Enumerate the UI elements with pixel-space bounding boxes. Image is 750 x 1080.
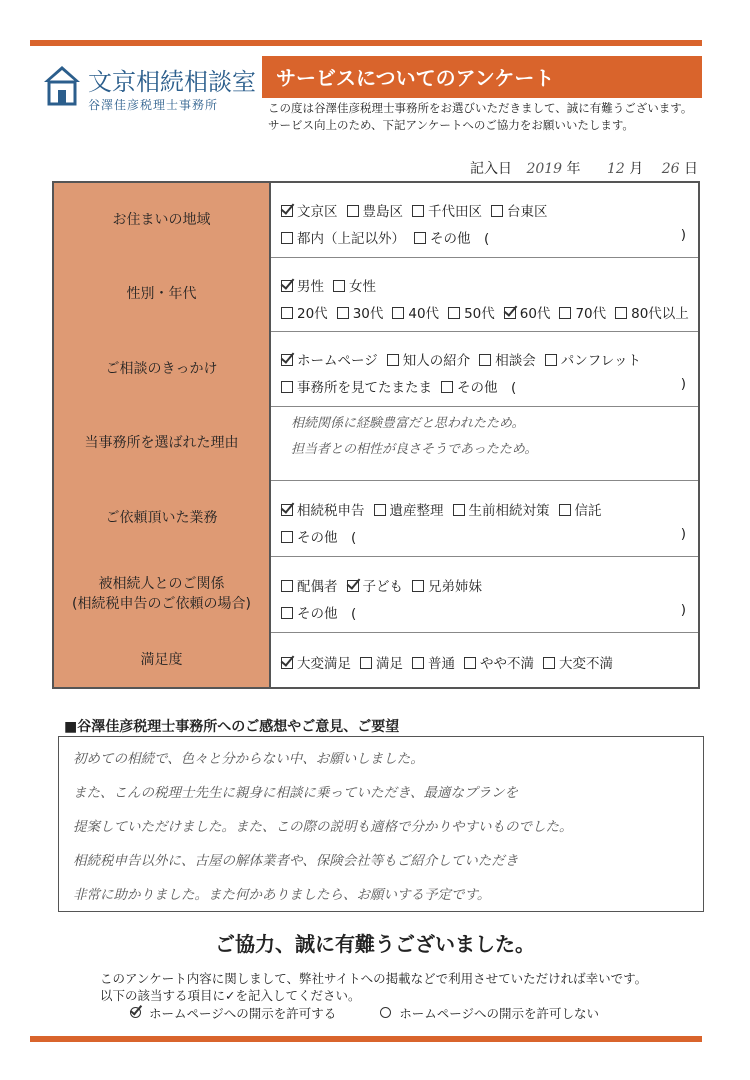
checkbox-icon[interactable] [281,307,293,319]
checkbox-option[interactable] [281,275,324,295]
checkbox-icon[interactable] [464,657,476,669]
checkbox-icon[interactable] [559,504,571,516]
intro-line: この度は谷澤佳彦税理士事務所をお選びいただきまして、誠に有難うございます。 [268,101,693,115]
option-label: 兄弟姉妹 [428,579,482,595]
checkbox-option[interactable] [281,499,365,519]
checkbox-option[interactable] [333,275,376,295]
option-label: 男性 [297,279,324,295]
option-label: 80代以上 [631,306,689,322]
option-label: 大変不満 [559,656,613,672]
logo-office-name: 谷澤佳彦税理士事務所 [88,98,219,112]
checkbox-icon[interactable] [281,580,293,592]
checkbox-option[interactable] [337,302,384,322]
checkbox-icon[interactable] [281,381,293,393]
checkbox-option[interactable] [504,302,551,322]
checkbox-option[interactable] [374,499,444,519]
close-paren: ) [680,227,686,243]
option-line [281,349,650,369]
checkbox-option[interactable] [387,349,471,369]
option-label: 信託 [574,503,602,519]
comments-heading: ■谷澤佳彦税理士事務所へのご感想やご意見、ご要望 [64,719,400,735]
row-label-line: 被相続人とのご関係 [98,576,225,592]
row-relation [54,556,698,633]
checkbox-icon[interactable] [374,504,386,516]
option-label: 台東区 [507,204,548,220]
checkbox-option[interactable] [559,302,606,322]
checkbox-option[interactable] [412,575,482,595]
title-banner [262,56,702,98]
consent-options [130,1004,599,1022]
checkbox-icon[interactable] [360,657,372,669]
row-label: 性別・年代 [54,257,271,331]
option-line [281,200,557,220]
checkbox-option[interactable] [281,200,338,220]
checkbox-icon[interactable] [414,232,426,244]
reason-answer [281,406,698,480]
checked-checkbox-icon[interactable] [281,205,293,217]
checkbox-icon[interactable] [479,354,491,366]
option-line [281,526,365,546]
option-label: 文京区 [297,204,338,220]
option-label: 大変満足 [297,656,351,672]
checkbox-option[interactable] [281,652,351,672]
checkbox-option[interactable] [479,349,536,369]
checkbox-option[interactable] [412,200,482,220]
logo-name: 文京相続相談室 [88,68,256,96]
consent-line: 以下の該当する項目に✓を記入してください。 [100,988,361,1003]
checkbox-icon[interactable] [453,504,465,516]
option-label: ホームページ [297,353,378,369]
row-gender-age [54,257,698,332]
row-label [54,556,271,632]
option-line [281,227,498,247]
checkbox-icon[interactable] [337,307,349,319]
checkbox-icon[interactable] [412,657,424,669]
option-label: やや不満 [480,656,534,672]
checkbox-option[interactable] [281,376,432,396]
service-options [281,480,698,556]
comments-box[interactable] [58,736,704,912]
option-label: 20代 [297,306,328,322]
checkbox-icon[interactable] [281,232,293,244]
survey-table [52,181,700,689]
checkbox-icon[interactable] [392,307,404,319]
option-label: 60代 [519,306,551,322]
checkbox-option[interactable] [491,200,548,220]
row-label: 当事務所を選ばれた理由 [54,406,271,480]
checkbox-option[interactable] [559,499,602,519]
checkbox-option[interactable] [615,302,689,322]
checked-checkbox-icon[interactable] [347,580,359,592]
option-label: その他 ( [457,380,517,396]
option-label: 女性 [349,279,376,295]
checkbox-option[interactable] [281,602,356,622]
checkbox-option[interactable] [392,302,439,322]
option-label: 遺産整理 [389,503,444,519]
option-label: 70代 [575,306,607,322]
option-label: 満足 [376,656,403,672]
reason-answer-line[interactable]: 担当者との相性が良さそうであったため。 [291,442,538,457]
option-line [281,575,491,595]
checkbox-option[interactable] [347,200,404,220]
option-label: 子ども [362,579,403,595]
checkbox-icon[interactable] [333,280,345,292]
consent-line: このアンケート内容に関しまして、弊社サイトへの掲載などで利用させていただければ幸いです。 [100,971,648,986]
intro-line: サービス向上のため、下記アンケートへのご協力をお願いいたします。 [268,118,634,132]
option-label: 相談会 [495,353,536,369]
trigger-options [281,331,698,406]
checkbox-option[interactable] [414,227,489,247]
intro-text [268,100,692,134]
checkbox-option[interactable] [281,526,356,546]
option-line [281,376,525,396]
bottom-accent-bar [30,1036,702,1042]
comment-line: 相続税申告以外に、古屋の解体業者や、保険会社等もご紹介していただき [73,853,519,869]
checked-checkbox-icon[interactable] [281,504,293,516]
option-line [281,302,698,322]
entry-date [470,158,698,178]
checkbox-option[interactable] [281,227,405,247]
row-label: ご相談のきっかけ [54,331,271,406]
comment-line: 初めての相続で、色々と分からない中、お願いしました。 [73,751,424,767]
comment-line: 非常に助かりました。また何かありましたら、お願いする予定です。 [73,887,491,903]
date-year[interactable]: 2019 [526,161,563,177]
option-label: 都内（上記以外） [297,231,405,247]
checkbox-icon[interactable] [543,657,555,669]
area-options [281,183,698,257]
deny-radio[interactable] [380,1007,391,1018]
option-label: 千代田区 [428,204,482,220]
checkbox-option[interactable] [281,302,328,322]
checkbox-icon[interactable] [448,307,460,319]
option-label: 知人の紹介 [402,353,471,369]
option-label: 事務所を見てたまたま [297,380,432,396]
option-label: 30代 [352,306,384,322]
checked-checkbox-icon[interactable] [281,280,293,292]
house-icon [42,64,82,106]
option-label: 相続税申告 [297,503,365,519]
date-month[interactable]: 12 [607,161,625,177]
option-label: 生前相続対策 [468,503,550,519]
checkbox-option[interactable] [545,349,641,369]
checked-checkbox-icon[interactable] [281,657,293,669]
comment-line: また、こんの税理士先生に親身に相談に乗っていただき、最適なプランを [73,785,518,801]
top-accent-bar [30,40,702,46]
checked-checkbox-icon[interactable] [281,354,293,366]
date-label: 記入日 [470,161,512,177]
row-label: ご依頼頂いた業務 [54,480,271,556]
date-year-unit: 年 [566,161,581,177]
allow-label: ホームページへの開示を許可する [149,1006,337,1021]
comment-line: 提案していただけました。また、この際の説明も適格で分かりやすいものでした。 [73,819,573,835]
checkbox-option[interactable] [464,652,534,672]
row-reason [54,406,698,481]
close-paren: ) [680,602,686,618]
date-day[interactable]: 26 [661,161,680,177]
checkbox-icon[interactable] [491,205,503,217]
checkbox-icon[interactable] [412,580,424,592]
checkbox-icon[interactable] [559,307,571,319]
checkbox-option[interactable] [347,575,404,595]
row-label-line: (相続税申告のご依頼の場合) [72,596,251,612]
page-title: サービスについてのアンケート [276,66,555,90]
checkbox-icon[interactable] [412,205,424,217]
checkbox-icon[interactable] [281,531,293,543]
allow-radio[interactable] [130,1007,141,1018]
option-line [281,652,622,672]
relation-options [281,556,698,632]
checkbox-icon[interactable] [387,354,399,366]
option-label: その他 ( [297,606,357,622]
consent-text [100,970,647,1004]
option-label: 50代 [464,306,495,322]
option-label: 豊島区 [362,204,403,220]
row-area [54,183,698,258]
option-label: その他 ( [430,231,490,247]
option-line [281,499,611,519]
satisfaction-options [281,632,698,687]
checkbox-icon[interactable] [441,381,453,393]
checkbox-option[interactable] [543,652,613,672]
checkbox-icon[interactable] [347,205,359,217]
option-label: 普通 [428,656,455,672]
gender-age-options [281,257,698,331]
row-label: 満足度 [54,632,271,687]
checkbox-option[interactable] [360,652,403,672]
row-service [54,480,698,557]
option-label: パンフレット [560,353,642,369]
checkbox-option[interactable] [448,302,495,322]
office-logo [36,58,254,120]
checkbox-option[interactable] [453,499,550,519]
row-label: お住まいの地域 [54,183,271,257]
checkbox-icon[interactable] [615,307,627,319]
deny-label: ホームページへの開示を許可しない [399,1006,600,1021]
row-satisfaction [54,632,698,687]
checkbox-option[interactable] [281,349,378,369]
checkbox-icon[interactable] [281,607,293,619]
thanks-message: ご協力、誠に有難うございました。 [215,932,535,956]
option-line [281,275,385,295]
option-line [281,602,365,622]
close-paren: ) [680,526,686,542]
date-month-unit: 月 [629,161,644,177]
close-paren: ) [680,376,686,392]
option-label: 配偶者 [297,579,338,595]
option-label: その他 ( [297,530,357,546]
option-label: 40代 [408,306,440,322]
date-day-unit: 日 [684,161,699,177]
checkbox-option[interactable] [412,652,455,672]
checkbox-option[interactable] [441,376,516,396]
checked-checkbox-icon[interactable] [504,307,516,319]
checkbox-icon[interactable] [545,354,557,366]
reason-answer-line[interactable]: 相続関係に経験豊富だと思われたため。 [291,416,525,431]
row-trigger [54,331,698,407]
checkbox-option[interactable] [281,575,338,595]
